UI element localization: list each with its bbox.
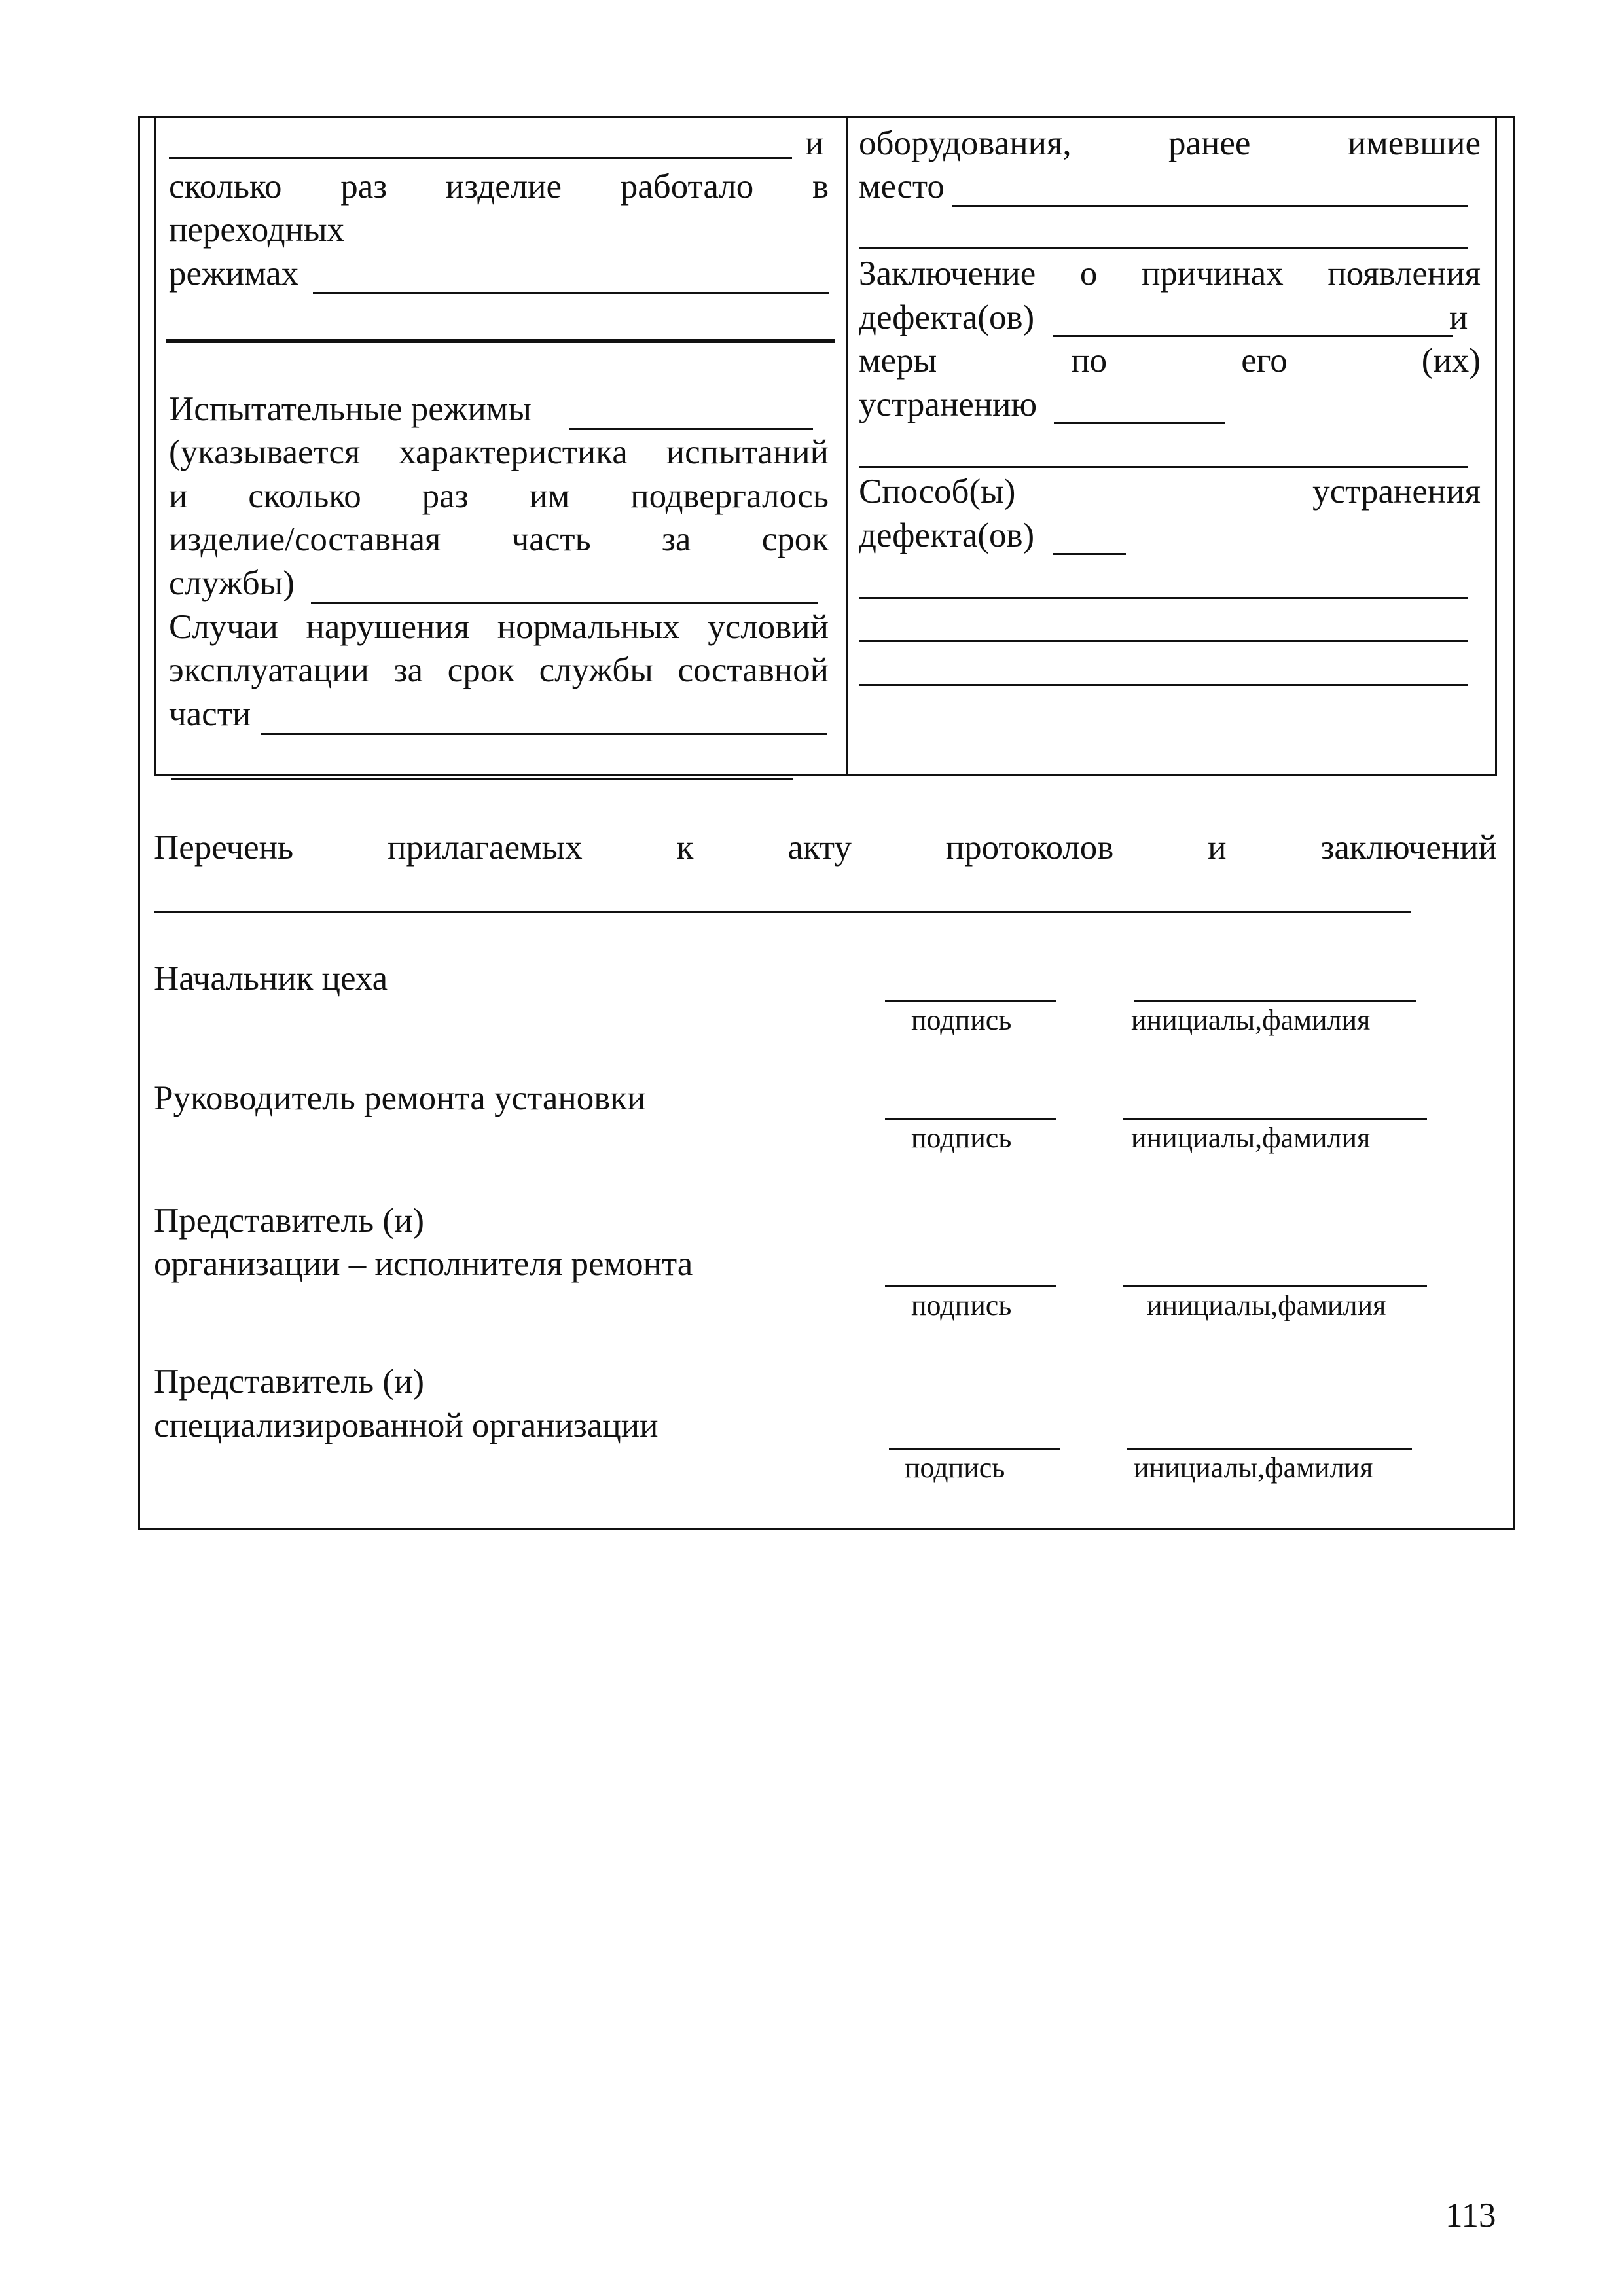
signature-caption: подпись bbox=[911, 1122, 1012, 1154]
blank-line bbox=[154, 911, 1411, 913]
blank-line bbox=[569, 428, 813, 430]
right-method-line: Способ(ы) устранения bbox=[859, 473, 1481, 511]
signatory-title: Представитель (и) bbox=[154, 1363, 425, 1401]
signature-line bbox=[889, 1448, 1060, 1450]
signatory-title: Начальник цеха bbox=[154, 960, 388, 997]
blank-line bbox=[859, 597, 1468, 599]
blank-line bbox=[311, 602, 818, 604]
name-caption: инициалы,фамилия bbox=[1134, 1452, 1373, 1484]
right-elimination-line: устранению bbox=[859, 386, 1038, 423]
blank-line bbox=[261, 733, 827, 735]
name-caption: инициалы,фамилия bbox=[1147, 1289, 1386, 1321]
left-expl-line: эксплуатации за срок службы составной bbox=[169, 651, 829, 689]
left-line1-tail: и bbox=[805, 124, 824, 162]
blank-line bbox=[859, 684, 1468, 686]
signature-caption: подпись bbox=[911, 1289, 1012, 1321]
blank-line bbox=[859, 466, 1468, 468]
blank-line bbox=[1054, 422, 1225, 424]
signature-line bbox=[885, 1285, 1056, 1287]
test-modes-label: Испытательные режимы bbox=[169, 390, 532, 428]
signatory-title: Представитель (и) bbox=[154, 1202, 425, 1240]
blank-line bbox=[313, 292, 829, 294]
left-item-line: изделие/составная часть за срок bbox=[169, 520, 829, 558]
left-service-line: службы) bbox=[169, 564, 295, 602]
right-defect-line: дефекта(ов) bbox=[859, 298, 1035, 336]
right-defect2-line: дефекта(ов) bbox=[859, 516, 1035, 554]
table-column-divider bbox=[846, 116, 848, 776]
right-line1: оборудования, ранее имевшие bbox=[859, 124, 1481, 162]
signature-caption: подпись bbox=[911, 1004, 1012, 1036]
right-place-line: место bbox=[859, 168, 945, 206]
left-cases-line: Случаи нарушения нормальных условий bbox=[169, 608, 829, 646]
left-parts-line: части bbox=[169, 695, 251, 733]
name-caption: инициалы,фамилия bbox=[1131, 1004, 1371, 1036]
name-line bbox=[1123, 1118, 1427, 1120]
blank-line bbox=[171, 778, 793, 780]
left-and-line: и сколько раз им подвергалось bbox=[169, 477, 829, 515]
right-defect-tail: и bbox=[1449, 298, 1468, 336]
name-line bbox=[1123, 1285, 1427, 1287]
attachments-line: Перечень прилагаемых к акту протоколов и заключений bbox=[154, 829, 1497, 867]
name-line bbox=[1127, 1448, 1412, 1450]
left-line4: режимах bbox=[169, 255, 299, 293]
signature-caption: подпись bbox=[905, 1452, 1005, 1484]
blank-line bbox=[169, 157, 792, 159]
blank-line bbox=[859, 247, 1468, 249]
blank-line bbox=[1053, 335, 1453, 337]
signature-line bbox=[885, 1000, 1056, 1002]
signature-line bbox=[885, 1118, 1056, 1120]
name-caption: инициалы,фамилия bbox=[1131, 1122, 1371, 1154]
blank-line bbox=[1053, 553, 1126, 555]
left-spec-line: (указывается характеристика испытаний bbox=[169, 433, 829, 471]
signatory-title: специализированной организации bbox=[154, 1407, 659, 1444]
signatory-title: организации – исполнителя ремонта bbox=[154, 1245, 693, 1283]
left-line2: сколько раз изделие работало в bbox=[169, 168, 829, 206]
right-conclusion-line: Заключение о причинах появления bbox=[859, 255, 1481, 293]
right-measures-line: меры по его (их) bbox=[859, 342, 1481, 380]
page-number: 113 bbox=[1445, 2197, 1496, 2234]
section-separator bbox=[166, 339, 835, 343]
signatory-title: Руководитель ремонта установки bbox=[154, 1079, 646, 1117]
blank-line bbox=[859, 640, 1468, 642]
name-line bbox=[1134, 1000, 1416, 1002]
blank-line bbox=[952, 205, 1468, 207]
left-line3: переходных bbox=[169, 211, 345, 249]
